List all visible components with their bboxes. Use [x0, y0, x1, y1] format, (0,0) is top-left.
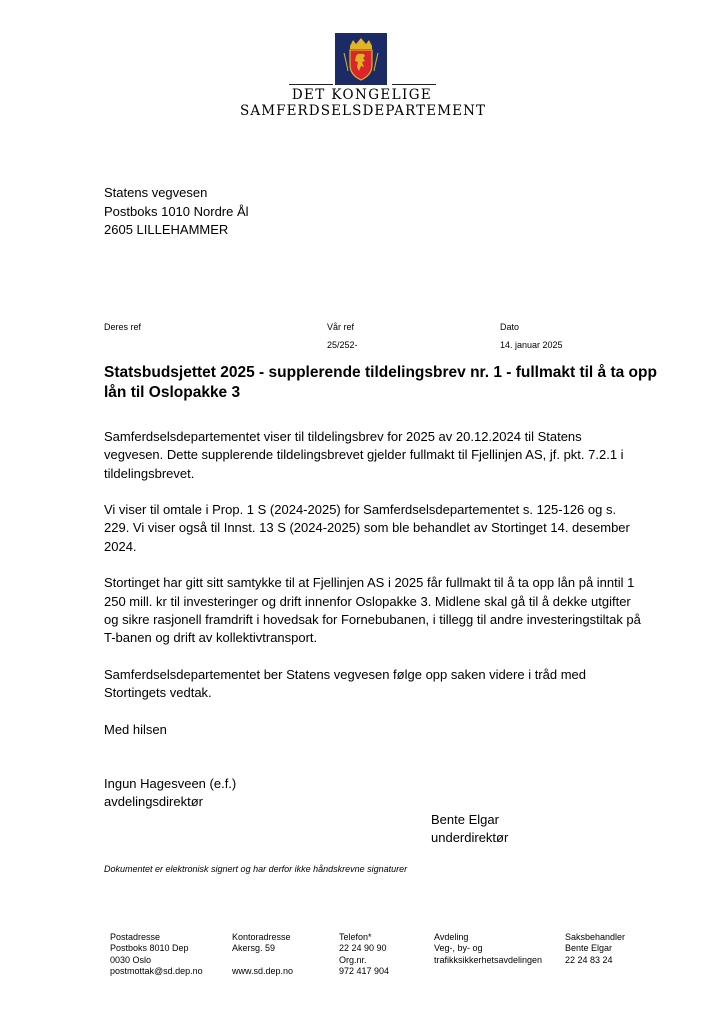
- paragraph: Stortinget har gitt sitt samtykke til at Fjellinjen AS i 2025 får fullmakt til å ta opp lån på inntil 1 250 mill. kr til investeringer og drift innenfor Oslopakke 3. Midlene skal gå til å dekke utgifter og sikre rasjonell framdrift i hovedsak for Fornebubanen, i tillegg til andre investeringstiltak på T-banen og drift av kollektivtransport.: [104, 575, 641, 646]
- footer-line: Postboks 8010 Dep: [110, 943, 189, 954]
- footer-email: postmottak@sd.dep.no: [110, 965, 203, 976]
- signatory-title: underdirektør: [431, 830, 509, 846]
- footer-label: Avdeling: [434, 932, 469, 942]
- letterhead-line-1: DET KONGELIGE: [291, 87, 433, 103]
- their-ref: [104, 318, 141, 336]
- footer-line: Org.nr.: [339, 954, 367, 965]
- signature-block-2: [431, 811, 508, 848]
- footer-line: Akersg. 59: [232, 943, 276, 954]
- letterhead-rule-left: [289, 84, 333, 85]
- recipient-name: Statens vegvesen: [104, 185, 208, 200]
- electronic-signature-note: Dokumentet er elektronisk signert og har derfor ikke håndskrevne signaturer: [104, 864, 408, 874]
- our-ref-label: Vår ref: [327, 322, 355, 332]
- footer-office-address: [232, 932, 293, 977]
- their-ref-label: Deres ref: [104, 322, 142, 332]
- recipient-postcode-city: 2605 LILLEHAMMER: [104, 222, 229, 237]
- footer-department: [434, 932, 542, 966]
- recipient-street: Postboks 1010 Nordre Ål: [104, 203, 249, 219]
- date-label: Dato: [500, 322, 520, 332]
- footer-label: Saksbehandler: [565, 932, 626, 942]
- footer-phone: [339, 932, 389, 977]
- date-ref: [500, 318, 563, 354]
- signatory-name: Bente Elgar: [431, 812, 499, 827]
- letter-subject: Statsbudsjettet 2025 - supplerende tildelingsbrev nr. 1 - fullmakt til å ta opp lån til Oslopakke 3: [104, 364, 657, 401]
- signatory-name: Ingun Hagesveen (e.f.): [104, 776, 237, 791]
- footer-line: Veg-, by- og: [434, 943, 483, 954]
- footer-website: www.sd.dep.no: [232, 965, 294, 976]
- footer-line: Bente Elgar: [565, 943, 613, 954]
- letterhead-rule-right: [392, 84, 436, 85]
- footer-line: [232, 955, 293, 966]
- recipient-address: [104, 184, 249, 240]
- coat-of-arms-logo: [335, 33, 387, 85]
- footer-line: 0030 Oslo: [110, 954, 152, 965]
- footer-line: 22 24 90 90: [339, 943, 387, 954]
- signatory-title: avdelingsdirektør: [104, 794, 203, 810]
- footer-postal-address: [110, 932, 203, 977]
- footer-line: 22 24 83 24: [565, 954, 613, 965]
- signature-block-1: [104, 775, 236, 812]
- footer-case-handler: [565, 932, 625, 966]
- lion-emblem-icon: [335, 33, 387, 85]
- paragraph: Vi viser til omtale i Prop. 1 S (2024-2025) for Samferdselsdepartementet s. 125-126 og s. 229. Vi viser også til Innst. 13 S (2024-2025) som ble behandlet av Stortinget 14. desember 2024.: [104, 502, 630, 554]
- letter-body: [104, 428, 644, 757]
- date-value: 14. januar 2025: [500, 340, 563, 350]
- paragraph: Samferdselsdepartementet viser til tildelingsbrev for 2025 av 20.12.2024 til Statens vegvesen. Dette supplerende tildelingsbrevet gjelder fullmakt til Fjellinjen AS, jf. pkt. 7.2.1 i tildelingsbrevet.: [104, 429, 624, 481]
- our-ref-value: 25/252-: [327, 340, 358, 350]
- footer-line: 972 417 904: [339, 965, 390, 976]
- footer-line: trafikksikkerhetsavdelingen: [434, 954, 543, 965]
- our-ref: [327, 318, 358, 354]
- letterhead-line-2: SAMFERDSELSDEPARTEMENT: [240, 103, 487, 119]
- footer-label: Kontoradresse: [232, 932, 291, 942]
- footer-label: Postadresse: [110, 932, 161, 942]
- closing-greeting: Med hilsen: [104, 721, 167, 737]
- footer-label: Telefon*: [339, 932, 372, 942]
- paragraph: Samferdselsdepartementet ber Statens vegvesen følge opp saken videre i tråd med Stortingets vedtak.: [104, 666, 586, 701]
